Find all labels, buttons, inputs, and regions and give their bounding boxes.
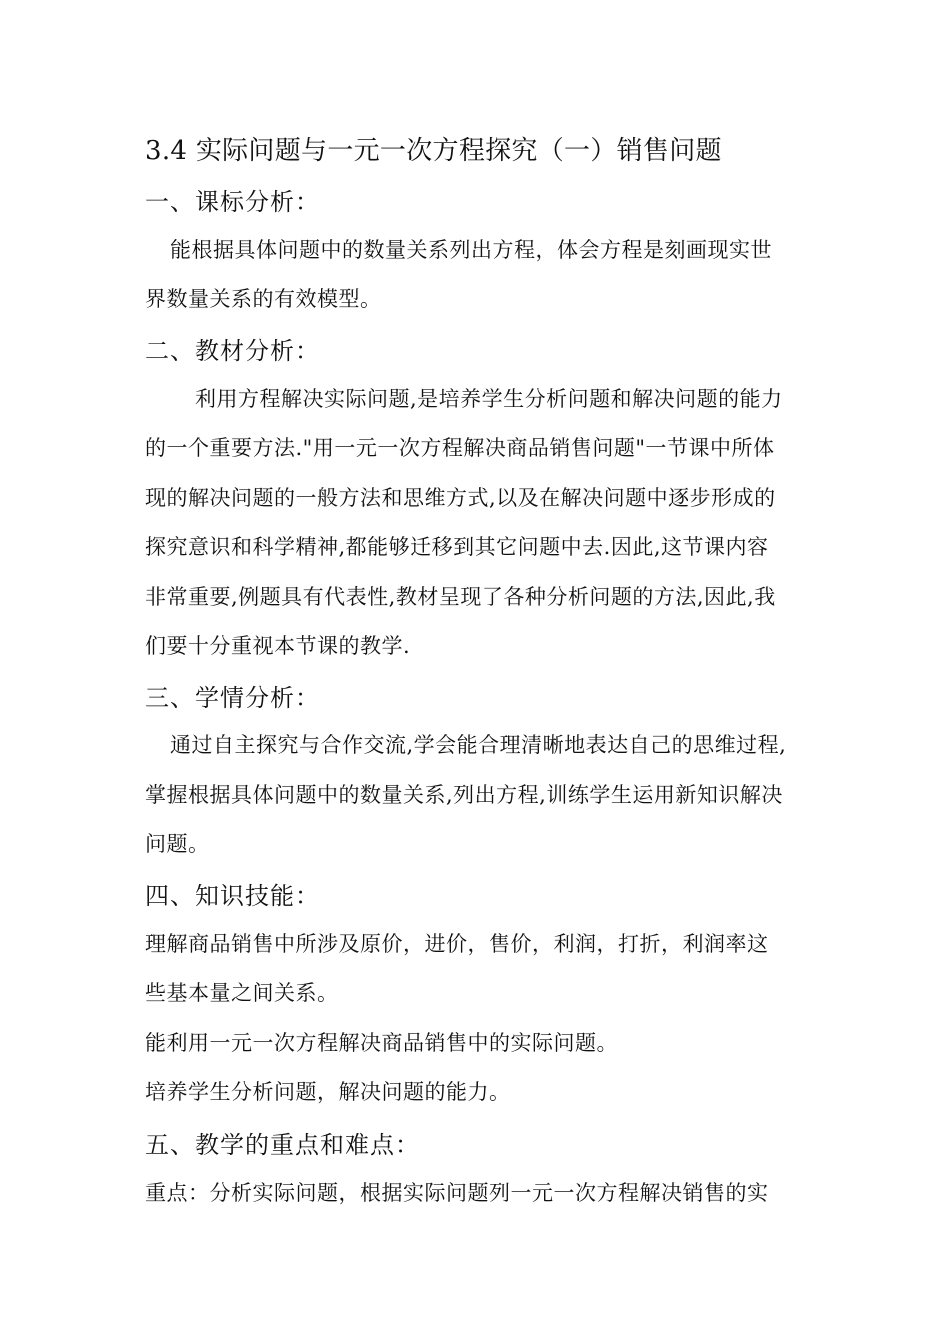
section-heading-skills: 四、知识技能： — [145, 882, 320, 910]
paragraph-line: 现的解决问题的一般方法和思维方式,以及在解决问题中逐步形成的 — [145, 486, 776, 510]
paragraph-line: 非常重要,例题具有代表性,教材呈现了各种分析问题的方法,因此,我 — [145, 585, 776, 609]
paragraph-line: 界数量关系的有效模型。 — [145, 287, 382, 311]
document-title: 3.4 实际问题与一元一次方程探究（一）销售问题 — [145, 136, 722, 166]
section-heading-key-points: 五、教学的重点和难点： — [145, 1131, 420, 1159]
paragraph-line: 探究意识和科学精神,都能够迁移到其它问题中去.因此,这节课内容 — [145, 535, 769, 559]
paragraph-line: 理解商品销售中所涉及原价，进价，售价，利润，打折，利润率这 — [145, 932, 769, 956]
paragraph-line: 掌握根据具体问题中的数量关系,列出方程,训练学生运用新知识解决 — [145, 783, 783, 807]
paragraph-line: 重点：分析实际问题，根据实际问题列一元一次方程解决销售的实 — [145, 1181, 769, 1205]
paragraph-line: 培养学生分析问题，解决问题的能力。 — [145, 1080, 511, 1104]
paragraph-line: 能根据具体问题中的数量关系列出方程，体会方程是刻画现实世 — [170, 238, 772, 262]
section-heading-curriculum: 一、课标分析： — [145, 188, 320, 216]
section-heading-textbook: 二、教材分析： — [145, 337, 320, 365]
paragraph-line: 些基本量之间关系。 — [145, 981, 339, 1005]
paragraph-line: 能利用一元一次方程解决商品销售中的实际问题。 — [145, 1031, 618, 1055]
section-heading-students: 三、学情分析： — [145, 684, 320, 712]
paragraph-line: 问题。 — [145, 832, 210, 856]
paragraph-line: 的一个重要方法."用一元一次方程解决商品销售问题"一节课中所体 — [145, 436, 775, 460]
paragraph-line: 通过自主探究与合作交流,学会能合理清晰地表达自己的思维过程, — [170, 733, 787, 757]
paragraph-line: 们要十分重视本节课的教学. — [145, 634, 411, 658]
paragraph-line: 利用方程解决实际问题,是培养学生分析问题和解决问题的能力 — [195, 387, 783, 411]
